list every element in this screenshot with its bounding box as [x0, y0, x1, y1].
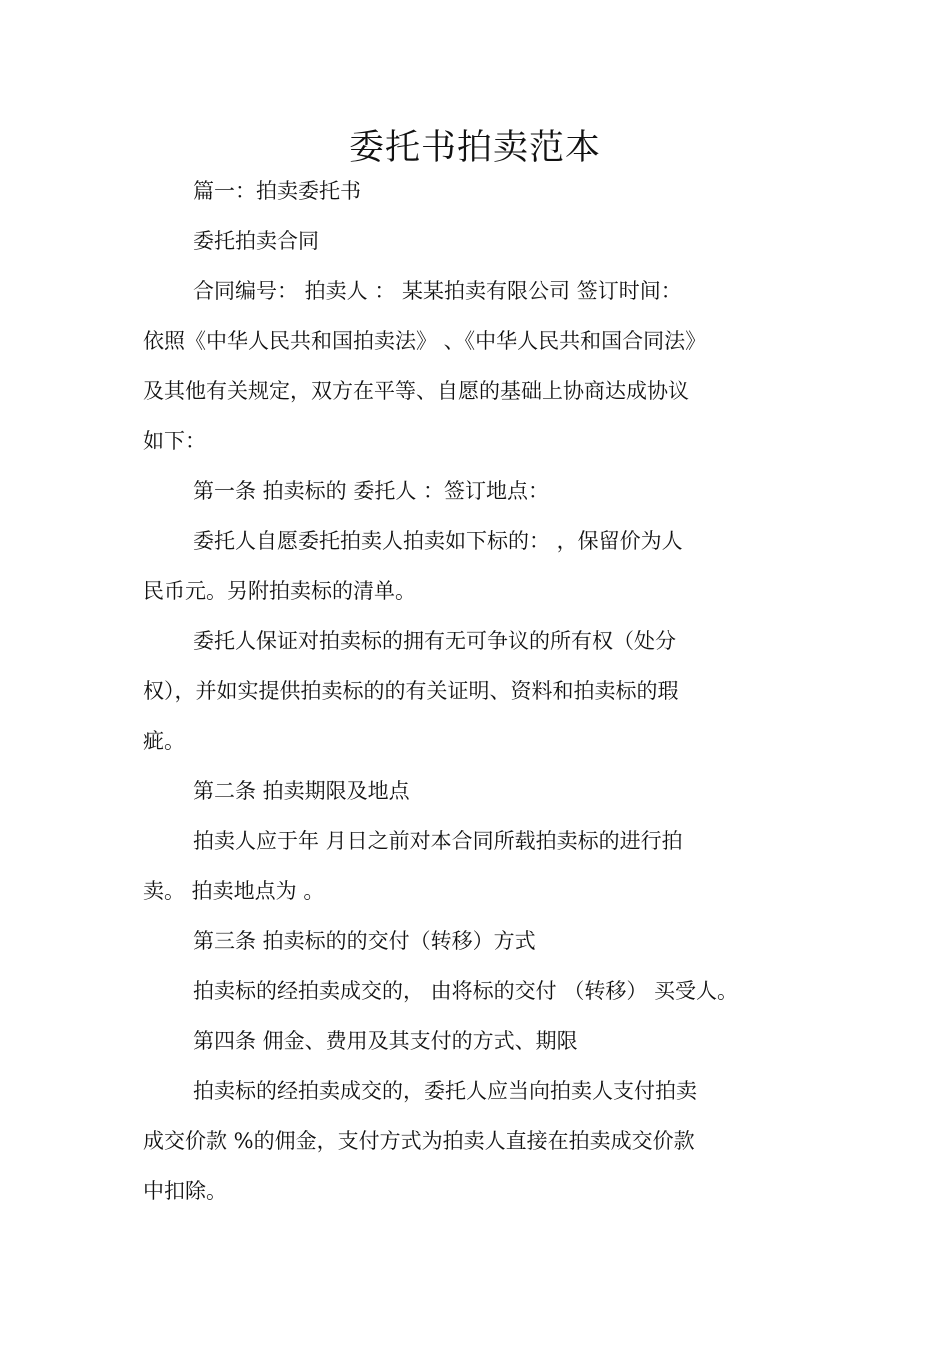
- document-title: 委托书拍卖范本: [348, 128, 601, 168]
- contract-info-line: 合同编号： 拍卖人 ： 某某拍卖有限公司 签订时间：: [193, 279, 682, 303]
- paragraph-line: 拍卖标的经拍卖成交的， 由将标的交付 （转移） 买受人。: [193, 979, 739, 1003]
- paragraph-line: 拍卖标的经拍卖成交的，委托人应当向拍卖人支付拍卖: [193, 1079, 697, 1103]
- article-heading: 第一条 拍卖标的 委托人 ：签订地点：: [193, 479, 550, 503]
- paragraph-line: 中扣除。: [143, 1179, 227, 1203]
- article-heading: 第三条 拍卖标的的交付（转移）方式: [193, 929, 536, 953]
- paragraph-line: 依照《中华人民共和国拍卖法》 、《中华人民共和国合同法》: [143, 329, 707, 353]
- paragraph-line: 成交价款 %的佣金，支付方式为拍卖人直接在拍卖成交价款: [143, 1129, 695, 1153]
- article-heading: 第二条 拍卖期限及地点: [193, 779, 410, 803]
- section-heading: 篇一：拍卖委托书: [193, 179, 361, 203]
- paragraph-line: 疵。: [143, 729, 185, 753]
- paragraph-line: 委托人自愿委托拍卖人拍卖如下标的： ，保留价为人: [193, 529, 683, 553]
- paragraph-line: 及其他有关规定，双方在平等、自愿的基础上协商达成协议: [143, 379, 689, 403]
- paragraph-line: 如下：: [143, 429, 206, 453]
- paragraph-line: 卖。 拍卖地点为 。: [143, 879, 325, 903]
- paragraph-line: 委托人保证对拍卖标的拥有无可争议的所有权（处分: [193, 629, 676, 653]
- paragraph-line: 权），并如实提供拍卖标的的有关证明、资料和拍卖标的瑕: [143, 679, 679, 703]
- paragraph-line: 拍卖人应于年 月日之前对本合同所载拍卖标的进行拍: [193, 829, 683, 853]
- contract-name: 委托拍卖合同: [193, 229, 319, 253]
- article-heading: 第四条 佣金、费用及其支付的方式、期限: [193, 1029, 578, 1053]
- paragraph-line: 民币元。另附拍卖标的清单。: [143, 579, 416, 603]
